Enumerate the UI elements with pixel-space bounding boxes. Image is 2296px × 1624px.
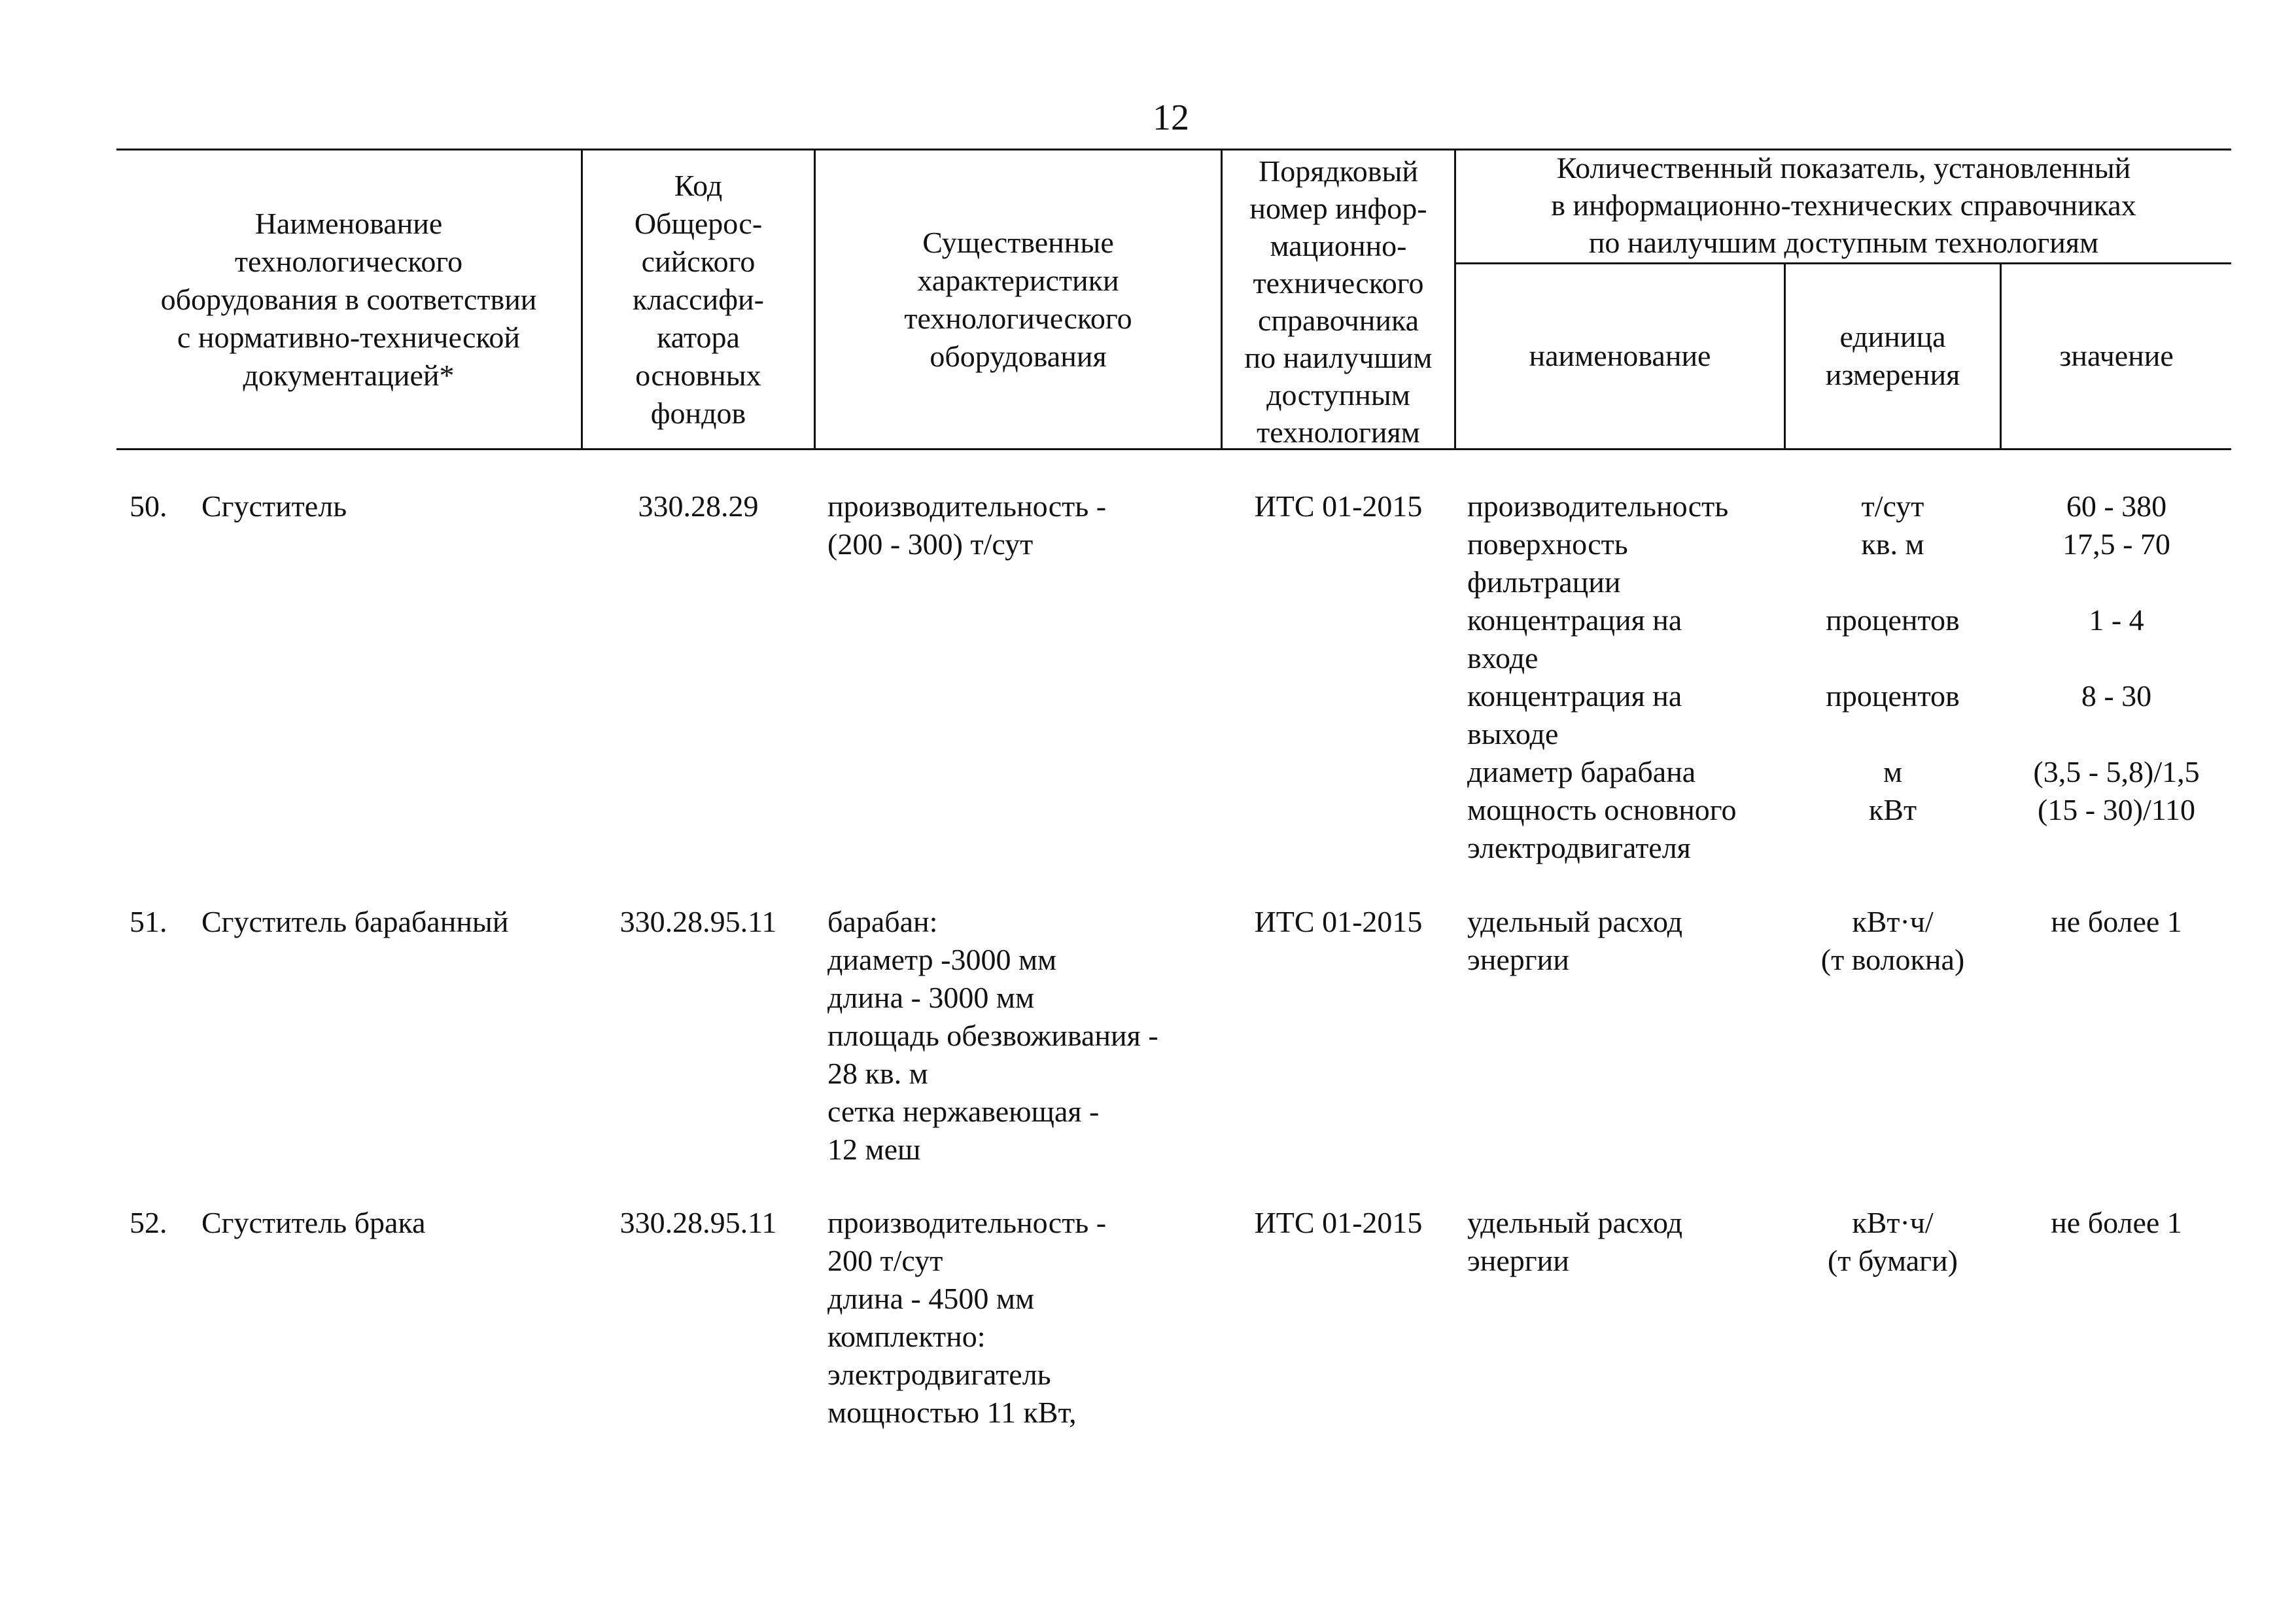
row-characteristic: комплектно: (827, 1320, 986, 1353)
header-quantitative-line: в информационно-технических справочниках (1551, 188, 2136, 222)
row-value: 60 - 380 (2066, 489, 2167, 523)
subheader-unit-line: измерения (1825, 358, 1960, 391)
row-equipment-name: Сгуститель барабанный (201, 905, 509, 938)
row-indicator: электродвигателя (1467, 831, 1691, 864)
row-indicator: входе (1467, 641, 1539, 675)
row-indicator: диаметр барабана (1467, 755, 1696, 788)
header-its-line: Порядковый (1258, 154, 1419, 188)
row-unit: т/сут (1861, 489, 1924, 523)
header-name-line: с нормативно-технической (177, 321, 521, 354)
row-code: 330.28.29 (638, 489, 759, 523)
row-indicator: выходе (1467, 717, 1559, 750)
row-indicator: производительность (1467, 489, 1729, 523)
header-code-line: Код (674, 169, 723, 202)
row-unit: кВт·ч/ (1852, 905, 1934, 938)
row-number: 50. (130, 489, 167, 523)
header-name-line: документацией* (243, 359, 455, 392)
row-characteristic: 28 кв. м (827, 1057, 928, 1090)
header-code-line: фондов (650, 397, 746, 430)
row-its-number: ИТС 01-2015 (1254, 489, 1423, 523)
header-code-line: классифи- (633, 283, 764, 316)
row-characteristic: 200 т/сут (827, 1244, 943, 1277)
header-its-line: справочника (1257, 304, 1419, 337)
row-indicator: мощность основного (1467, 793, 1737, 826)
subheader-rule (1454, 262, 2231, 264)
row-unit: процентов (1826, 603, 1960, 637)
row-characteristic: 12 меш (827, 1133, 921, 1166)
row-indicator: фильтрации (1467, 565, 1621, 599)
header-characteristics-line: Существенные (922, 226, 1114, 259)
row-characteristic: барабан: (827, 905, 938, 938)
row-unit: (т волокна) (1820, 943, 1965, 976)
row-value: (15 - 30)/110 (2037, 793, 2196, 826)
row-characteristic: электродвигатель (827, 1358, 1051, 1391)
row-unit: кВт·ч/ (1852, 1206, 1934, 1239)
row-value: 1 - 4 (2089, 603, 2144, 637)
header-quantitative-line: Количественный показатель, установленный (1556, 151, 2131, 185)
row-indicator: энергии (1467, 943, 1569, 976)
header-its-line: доступным (1266, 378, 1410, 412)
header-characteristics-line: характеристики (917, 264, 1119, 297)
row-equipment-name: Сгуститель брака (201, 1206, 426, 1239)
row-indicator: концентрация на (1467, 679, 1682, 713)
header-name-line: оборудования в соответствии (160, 283, 537, 316)
row-code: 330.28.95.11 (619, 1206, 777, 1239)
header-code-line: катора (657, 321, 740, 354)
table-header-bottom-rule (116, 448, 2231, 450)
row-number: 51. (130, 905, 167, 938)
row-its-number: ИТС 01-2015 (1254, 1206, 1423, 1239)
header-quantitative-line: по наилучшим доступным технологиям (1588, 226, 2099, 259)
page-number: 12 (1153, 97, 1189, 138)
row-characteristic: мощностью 11 кВт, (827, 1396, 1077, 1429)
header-name-line: Наименование (254, 207, 443, 240)
header-characteristics-line: оборудования (930, 340, 1107, 373)
row-equipment-name: Сгуститель (201, 489, 347, 523)
header-its-line: технического (1253, 266, 1424, 300)
row-characteristic: длина - 4500 мм (827, 1282, 1035, 1315)
row-indicator: удельный расход (1467, 1206, 1683, 1239)
row-characteristic: диаметр -3000 мм (827, 943, 1057, 976)
row-code: 330.28.95.11 (619, 905, 777, 938)
row-value: не более 1 (2051, 905, 2182, 938)
row-characteristic: длина - 3000 мм (827, 981, 1035, 1014)
row-unit: кВт (1868, 793, 1917, 826)
row-unit: (т бумаги) (1828, 1244, 1958, 1277)
subheader-unit-line: единица (1839, 320, 1946, 353)
row-value: (3,5 - 5,8)/1,5 (2033, 755, 2200, 788)
row-indicator: энергии (1467, 1244, 1569, 1277)
row-characteristic: (200 - 300) т/сут (827, 527, 1034, 561)
row-number: 52. (130, 1206, 167, 1239)
row-indicator: удельный расход (1467, 905, 1683, 938)
header-code-line: Общерос- (634, 207, 763, 240)
subheader-name: наименование (1529, 339, 1711, 372)
row-characteristic: производительность - (827, 489, 1107, 523)
row-characteristic: площадь обезвоживания - (827, 1019, 1158, 1052)
row-value: не более 1 (2051, 1206, 2182, 1239)
row-indicator: поверхность (1467, 527, 1628, 561)
row-unit: процентов (1826, 679, 1960, 713)
header-its-line: технологиям (1257, 415, 1420, 449)
row-characteristic: производительность - (827, 1206, 1107, 1239)
row-characteristic: сетка нержавеющая - (827, 1095, 1100, 1128)
row-its-number: ИТС 01-2015 (1254, 905, 1423, 938)
header-its-line: мационно- (1270, 229, 1407, 262)
subheader-value: значение (2059, 339, 2174, 372)
header-characteristics-line: технологического (904, 302, 1132, 335)
header-its-line: по наилучшим (1244, 341, 1433, 374)
row-unit: кв. м (1861, 527, 1924, 561)
header-name-line: технологического (234, 245, 463, 278)
header-code-line: основных (635, 359, 761, 392)
row-value: 17,5 - 70 (2062, 527, 2170, 561)
row-indicator: концентрация на (1467, 603, 1682, 637)
row-value: 8 - 30 (2081, 679, 2152, 713)
header-code-line: сийского (641, 245, 756, 278)
row-unit: м (1883, 755, 1903, 788)
header-its-line: номер инфор- (1249, 192, 1427, 225)
